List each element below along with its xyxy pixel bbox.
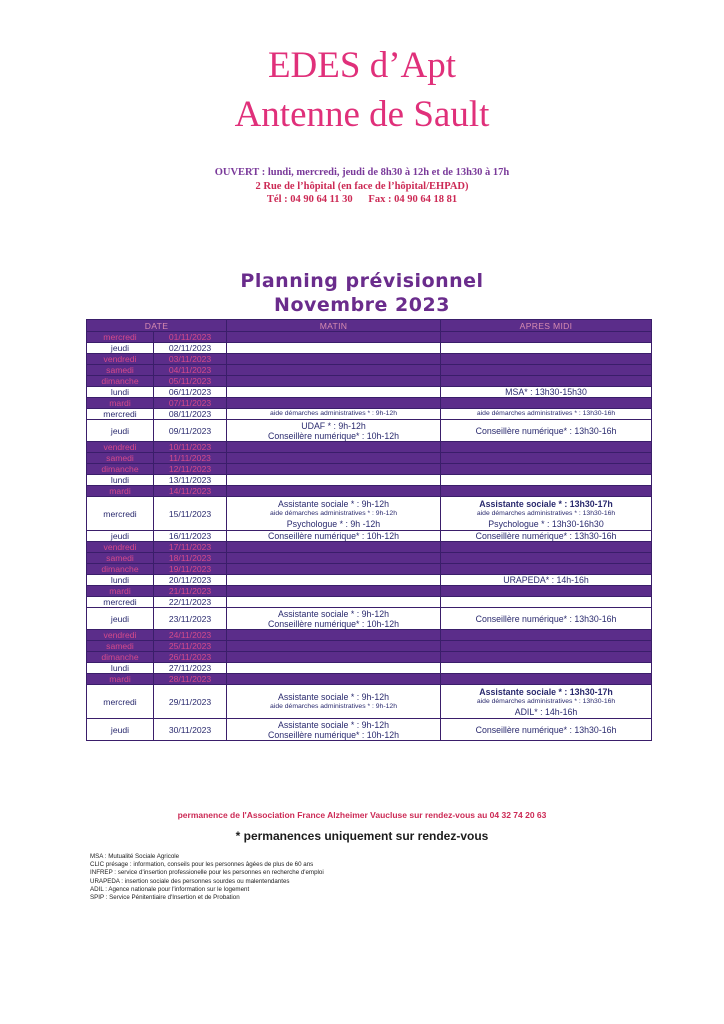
cell-date: 25/11/2023	[154, 641, 227, 652]
cell-morning	[227, 442, 441, 453]
cell-morning	[227, 674, 441, 685]
legend-item: SPIP : Service Pénitentiaire d'Insertion et de Probation	[90, 894, 240, 902]
cell-day: jeudi	[87, 531, 154, 542]
cell-date: 23/11/2023	[154, 608, 227, 630]
cell-morning	[227, 542, 441, 553]
table-row	[87, 608, 652, 630]
title-line-1: EDES d’Apt	[267, 45, 457, 86]
table-row	[87, 674, 652, 685]
planning-table	[86, 319, 652, 741]
slot-morning: Psychologue * : 9h -12h	[286, 518, 381, 529]
cell-afternoon	[441, 608, 652, 630]
cell-afternoon	[441, 475, 652, 486]
cell-date: 02/11/2023	[154, 343, 227, 354]
slot-morning: aide démarches administratives * : 9h-12h	[270, 702, 397, 710]
table-row	[87, 542, 652, 553]
planning-title: Planning prévisionnel	[240, 270, 484, 292]
cell-morning	[227, 685, 441, 719]
table-row	[87, 641, 652, 652]
table-row	[87, 652, 652, 663]
cell-day: mercredi	[87, 685, 154, 719]
cell-afternoon	[441, 354, 652, 365]
cell-day: mercredi	[87, 409, 154, 420]
cell-morning	[227, 531, 441, 542]
title-line-2: Antenne de Sault	[234, 94, 490, 135]
cell-day: dimanche	[87, 376, 154, 387]
cell-morning	[227, 497, 441, 531]
table-row	[87, 398, 652, 409]
cell-afternoon	[441, 531, 652, 542]
cell-morning	[227, 343, 441, 354]
table-row	[87, 685, 652, 719]
cell-morning	[227, 564, 441, 575]
cell-morning	[227, 475, 441, 486]
slot-afternoon: aide démarches administratives * : 13h30-16h	[476, 410, 616, 417]
legend-item: INFREP : service d'insertion professionelle pour les personnes en recherche d'emploi	[90, 869, 324, 877]
cell-morning	[227, 586, 441, 597]
cell-morning	[227, 641, 441, 652]
cell-day: jeudi	[87, 608, 154, 630]
appointment-note: * permanences uniquement sur rendez-vous	[235, 829, 489, 843]
slot-morning: aide démarches administratives * : 9h-12h	[270, 410, 397, 417]
table-row	[87, 486, 652, 497]
cell-afternoon	[441, 542, 652, 553]
cell-date: 20/11/2023	[154, 575, 227, 586]
cell-date: 27/11/2023	[154, 663, 227, 674]
slot-morning: Conseillère numérique* : 10h-12h	[267, 729, 400, 740]
cell-morning	[227, 663, 441, 674]
cell-date: 03/11/2023	[154, 354, 227, 365]
table-row	[87, 663, 652, 674]
cell-morning	[227, 420, 441, 442]
cell-date: 26/11/2023	[154, 652, 227, 663]
table-row	[87, 475, 652, 486]
cell-day: lundi	[87, 475, 154, 486]
cell-date: 11/11/2023	[154, 453, 227, 464]
slot-afternoon: Assistante sociale * : 13h30-17h	[479, 498, 613, 509]
slot-morning: aide démarches administratives * : 9h-12h	[270, 509, 397, 517]
cell-day: mardi	[87, 586, 154, 597]
cell-afternoon	[441, 486, 652, 497]
cell-day: jeudi	[87, 719, 154, 741]
cell-afternoon	[441, 674, 652, 685]
cell-morning	[227, 464, 441, 475]
slot-morning: Conseillère numérique* : 10h-12h	[267, 430, 400, 441]
table-row	[87, 343, 652, 354]
cell-afternoon	[441, 597, 652, 608]
cell-date: 01/11/2023	[154, 332, 227, 343]
table-row	[87, 376, 652, 387]
cell-day: dimanche	[87, 464, 154, 475]
table-header-row	[87, 320, 652, 332]
cell-day: lundi	[87, 575, 154, 586]
cell-afternoon	[441, 387, 652, 398]
cell-afternoon	[441, 652, 652, 663]
table-row	[87, 464, 652, 475]
cell-date: 12/11/2023	[154, 464, 227, 475]
legend-item: ADIL : Agence nationale pour l'information sur le logement	[90, 885, 250, 893]
table-row	[87, 553, 652, 564]
slot-afternoon: ADIL* : 14h-16h	[514, 706, 578, 717]
cell-date: 07/11/2023	[154, 398, 227, 409]
slot-afternoon: Conseillère numérique* : 13h30-16h	[475, 531, 617, 541]
cell-day: jeudi	[87, 343, 154, 354]
cell-day: mercredi	[87, 597, 154, 608]
cell-date: 16/11/2023	[154, 531, 227, 542]
cell-date: 05/11/2023	[154, 376, 227, 387]
cell-afternoon	[441, 409, 652, 420]
cell-date: 13/11/2023	[154, 475, 227, 486]
cell-date: 06/11/2023	[154, 387, 227, 398]
cell-date: 04/11/2023	[154, 365, 227, 376]
cell-date: 29/11/2023	[154, 685, 227, 719]
legend-item: URAPEDA : insertion sociale des personnes sourdes ou malentendantes	[90, 877, 290, 885]
table-row	[87, 420, 652, 442]
table-row	[87, 564, 652, 575]
header-morning: MATIN	[227, 320, 441, 332]
cell-date: 18/11/2023	[154, 553, 227, 564]
cell-day: mardi	[87, 674, 154, 685]
cell-morning	[227, 365, 441, 376]
cell-day: jeudi	[87, 420, 154, 442]
cell-morning	[227, 376, 441, 387]
slot-afternoon: URAPEDA* : 14h-16h	[503, 575, 589, 585]
phone-fax: Tél : 04 90 64 11 30 Fax : 04 90 64 18 81	[266, 194, 458, 205]
cell-day: vendredi	[87, 630, 154, 641]
cell-date: 28/11/2023	[154, 674, 227, 685]
table-row	[87, 387, 652, 398]
cell-afternoon	[441, 630, 652, 641]
cell-afternoon	[441, 365, 652, 376]
slot-morning: UDAF * : 9h-12h	[301, 420, 366, 431]
slot-morning: Assistante sociale * : 9h-12h	[278, 719, 390, 730]
cell-morning	[227, 719, 441, 741]
alzheimer-note: permanence de l'Association France Alzheimer Vaucluse sur rendez-vous au 04 32 74 20 63	[177, 810, 547, 820]
opening-hours: OUVERT : lundi, mercredi, jeudi de 8h30 à 12h et de 13h30 à 17h	[214, 167, 510, 178]
legend-item: MSA : Mutualité Sociale Agricole	[90, 853, 180, 860]
slot-morning: Assistante sociale * : 9h-12h	[278, 498, 390, 509]
table-row	[87, 442, 652, 453]
table-row	[87, 597, 652, 608]
slot-afternoon: Conseillère numérique* : 13h30-16h	[475, 425, 617, 436]
cell-date: 15/11/2023	[154, 497, 227, 531]
cell-afternoon	[441, 685, 652, 719]
slot-afternoon: Conseillère numérique* : 13h30-16h	[475, 724, 617, 735]
cell-day: samedi	[87, 553, 154, 564]
slot-morning: Assistante sociale * : 9h-12h	[278, 691, 390, 702]
cell-date: 10/11/2023	[154, 442, 227, 453]
table-row	[87, 332, 652, 343]
cell-day: samedi	[87, 365, 154, 376]
cell-date: 17/11/2023	[154, 542, 227, 553]
cell-morning	[227, 486, 441, 497]
cell-afternoon	[441, 453, 652, 464]
header-afternoon: APRES MIDI	[441, 320, 652, 332]
cell-day: lundi	[87, 663, 154, 674]
cell-date: 14/11/2023	[154, 486, 227, 497]
slot-afternoon: MSA* : 13h30-15h30	[505, 387, 587, 397]
cell-morning	[227, 453, 441, 464]
cell-day: mardi	[87, 486, 154, 497]
cell-afternoon	[441, 663, 652, 674]
cell-date: 08/11/2023	[154, 409, 227, 420]
cell-afternoon	[441, 564, 652, 575]
table-row	[87, 630, 652, 641]
cell-date: 30/11/2023	[154, 719, 227, 741]
table-row	[87, 365, 652, 376]
header-date: DATE	[87, 320, 227, 332]
slot-morning: Conseillère numérique* : 10h-12h	[267, 531, 400, 541]
cell-morning	[227, 398, 441, 409]
cell-day: vendredi	[87, 542, 154, 553]
cell-morning	[227, 575, 441, 586]
cell-day: dimanche	[87, 564, 154, 575]
cell-afternoon	[441, 586, 652, 597]
cell-morning	[227, 387, 441, 398]
cell-day: samedi	[87, 641, 154, 652]
cell-afternoon	[441, 719, 652, 741]
cell-date: 24/11/2023	[154, 630, 227, 641]
planning-month: Novembre 2023	[274, 294, 450, 316]
cell-day: mercredi	[87, 497, 154, 531]
table-row	[87, 453, 652, 464]
legend-item: CLIC présage : information, conseils pour les personnes âgées de plus de 60 ans	[90, 861, 314, 869]
cell-date: 09/11/2023	[154, 420, 227, 442]
slot-afternoon: aide démarches administratives * : 13h30-16h	[476, 697, 616, 705]
cell-morning	[227, 332, 441, 343]
table-row	[87, 575, 652, 586]
table-row	[87, 497, 652, 531]
cell-afternoon	[441, 641, 652, 652]
cell-afternoon	[441, 343, 652, 354]
cell-day: vendredi	[87, 354, 154, 365]
cell-morning	[227, 409, 441, 420]
slot-afternoon: Assistante sociale * : 13h30-17h	[479, 686, 613, 697]
cell-afternoon	[441, 398, 652, 409]
cell-afternoon	[441, 332, 652, 343]
cell-morning	[227, 608, 441, 630]
cell-morning	[227, 652, 441, 663]
slot-morning: Conseillère numérique* : 10h-12h	[267, 618, 400, 629]
slot-afternoon: Conseillère numérique* : 13h30-16h	[475, 613, 617, 624]
cell-morning	[227, 630, 441, 641]
cell-afternoon	[441, 442, 652, 453]
cell-morning	[227, 354, 441, 365]
acronym-legend	[90, 853, 650, 902]
slot-afternoon: aide démarches administratives * : 13h30-16h	[476, 509, 616, 517]
cell-date: 19/11/2023	[154, 564, 227, 575]
cell-afternoon	[441, 376, 652, 387]
cell-day: mardi	[87, 398, 154, 409]
table-body	[87, 332, 652, 741]
table-row	[87, 586, 652, 597]
cell-day: lundi	[87, 387, 154, 398]
table-row	[87, 531, 652, 542]
cell-day: mercredi	[87, 332, 154, 343]
cell-afternoon	[441, 420, 652, 442]
cell-day: dimanche	[87, 652, 154, 663]
slot-morning: Assistante sociale * : 9h-12h	[278, 608, 390, 619]
slot-afternoon: Psychologue * : 13h30-16h30	[488, 518, 604, 529]
cell-afternoon	[441, 497, 652, 531]
cell-day: vendredi	[87, 442, 154, 453]
cell-date: 22/11/2023	[154, 597, 227, 608]
cell-day: samedi	[87, 453, 154, 464]
cell-morning	[227, 597, 441, 608]
table-row	[87, 354, 652, 365]
table-row	[87, 409, 652, 420]
cell-afternoon	[441, 575, 652, 586]
table-row	[87, 719, 652, 741]
address: 2 Rue de l’hôpital (en face de l’hôpital/EHPAD)	[255, 181, 469, 192]
cell-afternoon	[441, 553, 652, 564]
cell-date: 21/11/2023	[154, 586, 227, 597]
cell-morning	[227, 553, 441, 564]
cell-afternoon	[441, 464, 652, 475]
